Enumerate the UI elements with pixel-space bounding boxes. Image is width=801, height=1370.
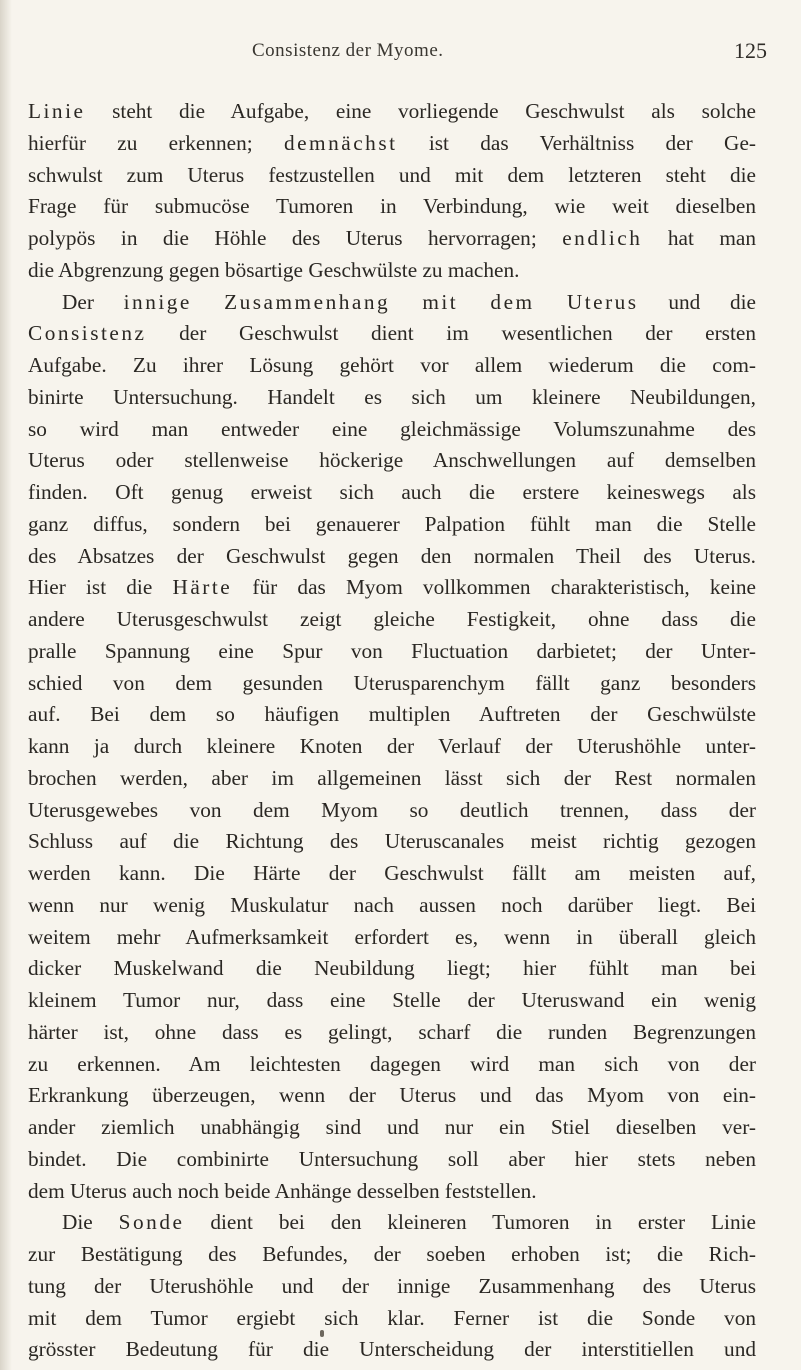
text-segment: binirte Untersuchung. Handelt es sich um kleinere Neubildungen,: [28, 384, 756, 409]
text-line: [28, 509, 756, 541]
text-segment: mit dem Tumor ergiebt sich klar. Ferner ist die Sonde von: [28, 1305, 756, 1330]
text-segment: der Geschwulst dient im wesentlichen der ersten: [146, 321, 756, 346]
text-segment: Hier ist die: [28, 575, 173, 600]
text-line: [28, 1017, 756, 1049]
text-segment: schwulst zum Uterus festzustellen und mit dem letzteren steht die: [28, 162, 756, 187]
text-segment: zu erkennen. Am leichtesten dagegen wird man sich von der: [28, 1051, 756, 1076]
text-segment: Uterus oder stellenweise höckerige Anschwellungen auf demselben: [28, 448, 756, 473]
text-segment: so wird man entweder eine gleichmässige Volumszunahme des: [28, 416, 756, 441]
text-segment: hat man: [642, 226, 756, 250]
text-segment: für das Myom vollkommen charakteristisch, keine: [232, 575, 756, 600]
text-line: [28, 953, 756, 985]
text-line: [28, 1271, 756, 1303]
text-segment: kleinem Tumor nur, dass eine Stelle der Uteruswand ein wenig: [28, 988, 756, 1012]
text-segment: dem Uterus auch noch beide Anhänge desselben feststellen.: [28, 1178, 537, 1203]
running-title: Consistenz der Myome.: [252, 40, 444, 61]
text-segment: bindet. Die combinirte Untersuchung soll aber hier stets neben: [28, 1146, 756, 1171]
text-line: [28, 160, 756, 192]
text-line: [28, 287, 756, 319]
text-line: [28, 795, 756, 827]
text-segment: pralle Spannung eine Spur von Fluctuation darbietet; der Unter-: [28, 638, 756, 663]
text-segment: grösster Bedeutung für die Unterscheidung der interstitiellen und: [28, 1337, 756, 1362]
text-line: [28, 1334, 756, 1366]
text-segment: polypös in die Höhle des Uterus hervorragen;: [28, 226, 563, 250]
text-line: [28, 477, 756, 509]
text-line: [28, 128, 756, 160]
text-segment: dicker Muskelwand die Neubildung liegt; hier fühlt man bei: [28, 956, 756, 981]
page-number: 125: [734, 38, 767, 63]
emphasized-text: Consistenz: [28, 321, 147, 346]
text-segment: des Absatzes der Geschwulst gegen den normalen Theil des Uterus.: [28, 543, 756, 568]
text-segment: schied von dem gesunden Uterusparenchym fällt ganz besonders: [28, 670, 756, 695]
text-line: [28, 350, 756, 382]
text-line: [28, 1144, 756, 1176]
text-segment: Erkrankung überzeugen, wenn der Uterus und das Myom von ein-: [28, 1083, 756, 1108]
emphasized-text: Sonde: [118, 1210, 185, 1235]
text-line: [28, 1239, 756, 1271]
emphasized-text: endlich: [562, 226, 643, 250]
text-line: [28, 445, 756, 477]
text-line: [28, 1049, 756, 1081]
text-segment: hierfür zu erkennen;: [28, 130, 284, 155]
text-line: [28, 826, 756, 858]
text-segment: brochen werden, aber im allgemeinen lässt sich der Rest normalen: [28, 765, 756, 790]
text-line: [28, 858, 756, 890]
text-line: [28, 572, 756, 604]
text-segment: und die: [638, 289, 756, 314]
text-line: [28, 763, 756, 795]
text-line: [28, 96, 756, 128]
text-segment: zur Bestätigung des Befundes, der soeben erhoben ist; die Rich-: [28, 1242, 756, 1266]
text-segment: Der: [62, 289, 124, 314]
text-line: [28, 604, 756, 636]
text-segment: weitem mehr Aufmerksamkeit erfordert es, wenn in überall gleich: [28, 924, 756, 949]
page-gutter-shadow: [0, 0, 12, 1370]
text-segment: kann ja durch kleinere Knoten der Verlauf der Uterushöhle unter-: [28, 734, 756, 758]
body-text: [28, 96, 756, 1366]
text-segment: Frage für submucöse Tumoren in Verbindung, wie weit dieselben: [28, 194, 756, 219]
text-line: [28, 223, 756, 255]
text-line: [28, 636, 756, 668]
text-segment: härter ist, ohne dass es gelingt, scharf die runden Begrenzungen: [28, 1019, 756, 1044]
text-segment: andere Uterusgeschwulst zeigt gleiche Festigkeit, ohne dass die: [28, 607, 756, 631]
text-segment: werden kann. Die Härte der Geschwulst fällt am meisten auf,: [28, 861, 756, 885]
text-segment: ganz diffus, sondern bei genauerer Palpation fühlt man die Stelle: [28, 511, 756, 536]
text-segment: Schluss auf die Richtung des Uteruscanales meist richtig gezogen: [28, 829, 756, 854]
text-segment: steht die Aufgabe, eine vorliegende Geschwulst als solche: [85, 99, 756, 123]
text-segment: Die: [62, 1210, 119, 1235]
text-line: [28, 1207, 756, 1239]
text-segment: die Abgrenzung gegen bösartige Geschwülste zu machen.: [28, 257, 520, 282]
text-line: [28, 922, 756, 954]
text-segment: tung der Uterushöhle und der innige Zusammenhang des Uterus: [28, 1273, 756, 1298]
text-line: [28, 699, 756, 731]
emphasized-text: Härte: [172, 575, 233, 600]
text-segment: finden. Oft genug erweist sich auch die erstere keineswegs als: [28, 480, 756, 504]
text-line: [28, 1112, 756, 1144]
emphasized-text: demnächst: [283, 130, 398, 155]
text-line: [28, 1080, 756, 1112]
text-line: [28, 255, 756, 287]
text-line: [28, 318, 756, 350]
text-segment: Aufgabe. Zu ihrer Lösung gehört vor allem wiederum die com-: [28, 353, 756, 377]
text-line: [28, 191, 756, 223]
text-segment: dient bei den kleineren Tumoren in erster Linie: [184, 1210, 756, 1235]
emphasized-text: innige Zusammenhang mit dem Uterus: [123, 289, 639, 314]
text-segment: wenn nur wenig Muskulatur nach aussen noch darüber liegt. Bei: [28, 892, 756, 917]
text-line: [28, 541, 756, 573]
ink-speck: [320, 1330, 324, 1337]
text-segment: Uterusgewebes von dem Myom so deutlich trennen, dass der: [28, 797, 756, 822]
text-segment: ander ziemlich unabhängig sind und nur ein Stiel dieselben ver-: [28, 1115, 756, 1139]
text-line: [28, 668, 756, 700]
text-segment: ist das Verhältniss der Ge-: [397, 130, 756, 155]
text-line: [28, 731, 756, 763]
emphasized-text: Linie: [28, 99, 86, 123]
text-line: [28, 414, 756, 446]
text-line: [28, 1303, 756, 1335]
text-segment: auf. Bei dem so häufigen multiplen Auftreten der Geschwülste: [28, 702, 756, 727]
text-line: [28, 382, 756, 414]
text-line: [28, 985, 756, 1017]
text-line: [28, 890, 756, 922]
text-line: [28, 1176, 756, 1208]
